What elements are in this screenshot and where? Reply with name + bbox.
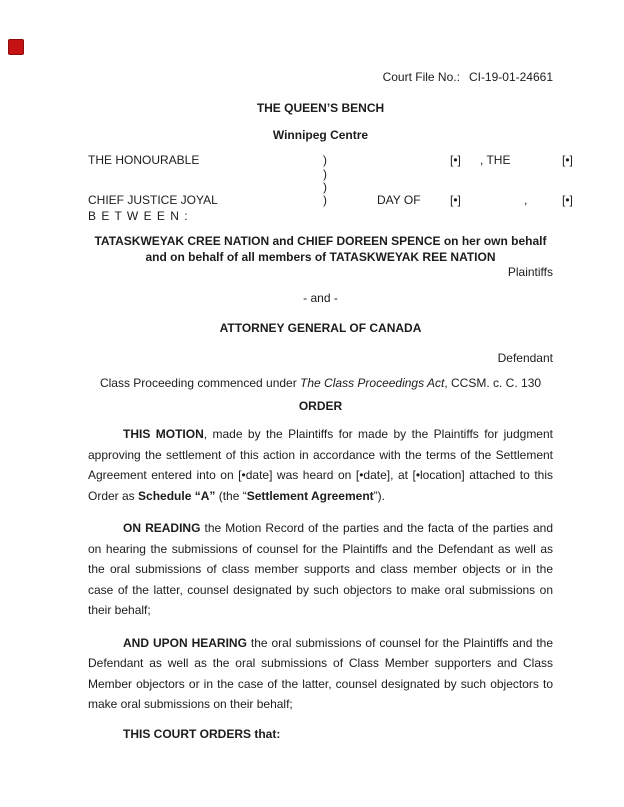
- paragraph-and-upon-hearing: AND UPON HEARING the oral submissions of counsel for the Plaintiffs and the Defendant as well as the oral submissions of Class Member supporters and Class Member objectors or in the case of the latter, counsel designated by such objectors to make oral submissions on their behalf;: [88, 635, 553, 711]
- plaintiff-heading: [88, 234, 553, 265]
- plaintiffs-role-label: Plaintiffs: [507, 265, 553, 279]
- court-name-heading: THE QUEEN’S BENCH: [256, 101, 385, 115]
- court-file-number: CI-19-01-24661: [468, 70, 553, 84]
- date-placeholder-2: [•]: [562, 153, 573, 167]
- defendant-role-label: Defendant: [497, 351, 553, 365]
- court-centre-heading: Winnipeg Centre: [272, 128, 369, 142]
- judge-style-of-cause-block: [88, 153, 573, 209]
- paren-1: ): [323, 153, 327, 167]
- plaintiff-heading-line2: and on behalf of all members of TATASKWEYAK REE NATION: [145, 249, 496, 264]
- defendant-name-heading: ATTORNEY GENERAL OF CANADA: [219, 321, 422, 335]
- plaintiff-heading-line1: TATASKWEYAK CREE NATION and CHIEF DOREEN SPENCE on her own behalf: [94, 234, 547, 248]
- paren-2: ): [323, 167, 327, 181]
- court-file-number-line: [88, 70, 553, 85]
- and-separator: - and -: [303, 291, 338, 305]
- judge-name-label: CHIEF JUSTICE JOYAL: [88, 193, 218, 207]
- date-placeholder-3: [•]: [450, 193, 461, 207]
- paragraph-this-motion: THIS MOTION, made by the Plaintiffs for made by the Plaintiffs for judgment approving the settlement of this action in accordance with the terms of the Settlement Agreement entered into on [•date] was heard on [•date], at [•location] attached to this Order as Schedule “A” (the “Settlement Agreement”).: [88, 427, 553, 503]
- order-heading: ORDER: [298, 399, 343, 413]
- court-orders-line: THIS COURT ORDERS that:: [123, 726, 281, 741]
- class-proceeding-line: Class Proceeding commenced under The Class Proceedings Act, CCSM. c. C. 130: [99, 376, 542, 390]
- paren-3: ): [323, 180, 327, 194]
- date-placeholder-4: [•]: [562, 193, 573, 207]
- paren-4: ): [323, 193, 327, 207]
- the-label: , THE: [480, 153, 511, 167]
- between-label: B E T W E E N :: [88, 209, 189, 223]
- date-placeholder-1: [•]: [450, 153, 461, 167]
- paragraph-on-reading: ON READING the Motion Record of the parties and the facta of the parties and on hearing the submissions of counsel for the Plaintiffs and the Defendant as well as the oral submissions of class member supports and class member objects or in the case of the latter, counsel designated by such objectors to make oral submissions on their behalf;: [88, 521, 553, 617]
- red-annotation-marker: [8, 39, 24, 55]
- day-of-label: DAY OF: [377, 193, 421, 207]
- comma-separator: ,: [524, 193, 528, 207]
- judge-honourable-label: THE HONOURABLE: [88, 153, 200, 167]
- court-file-label: Court File No.:: [382, 70, 460, 84]
